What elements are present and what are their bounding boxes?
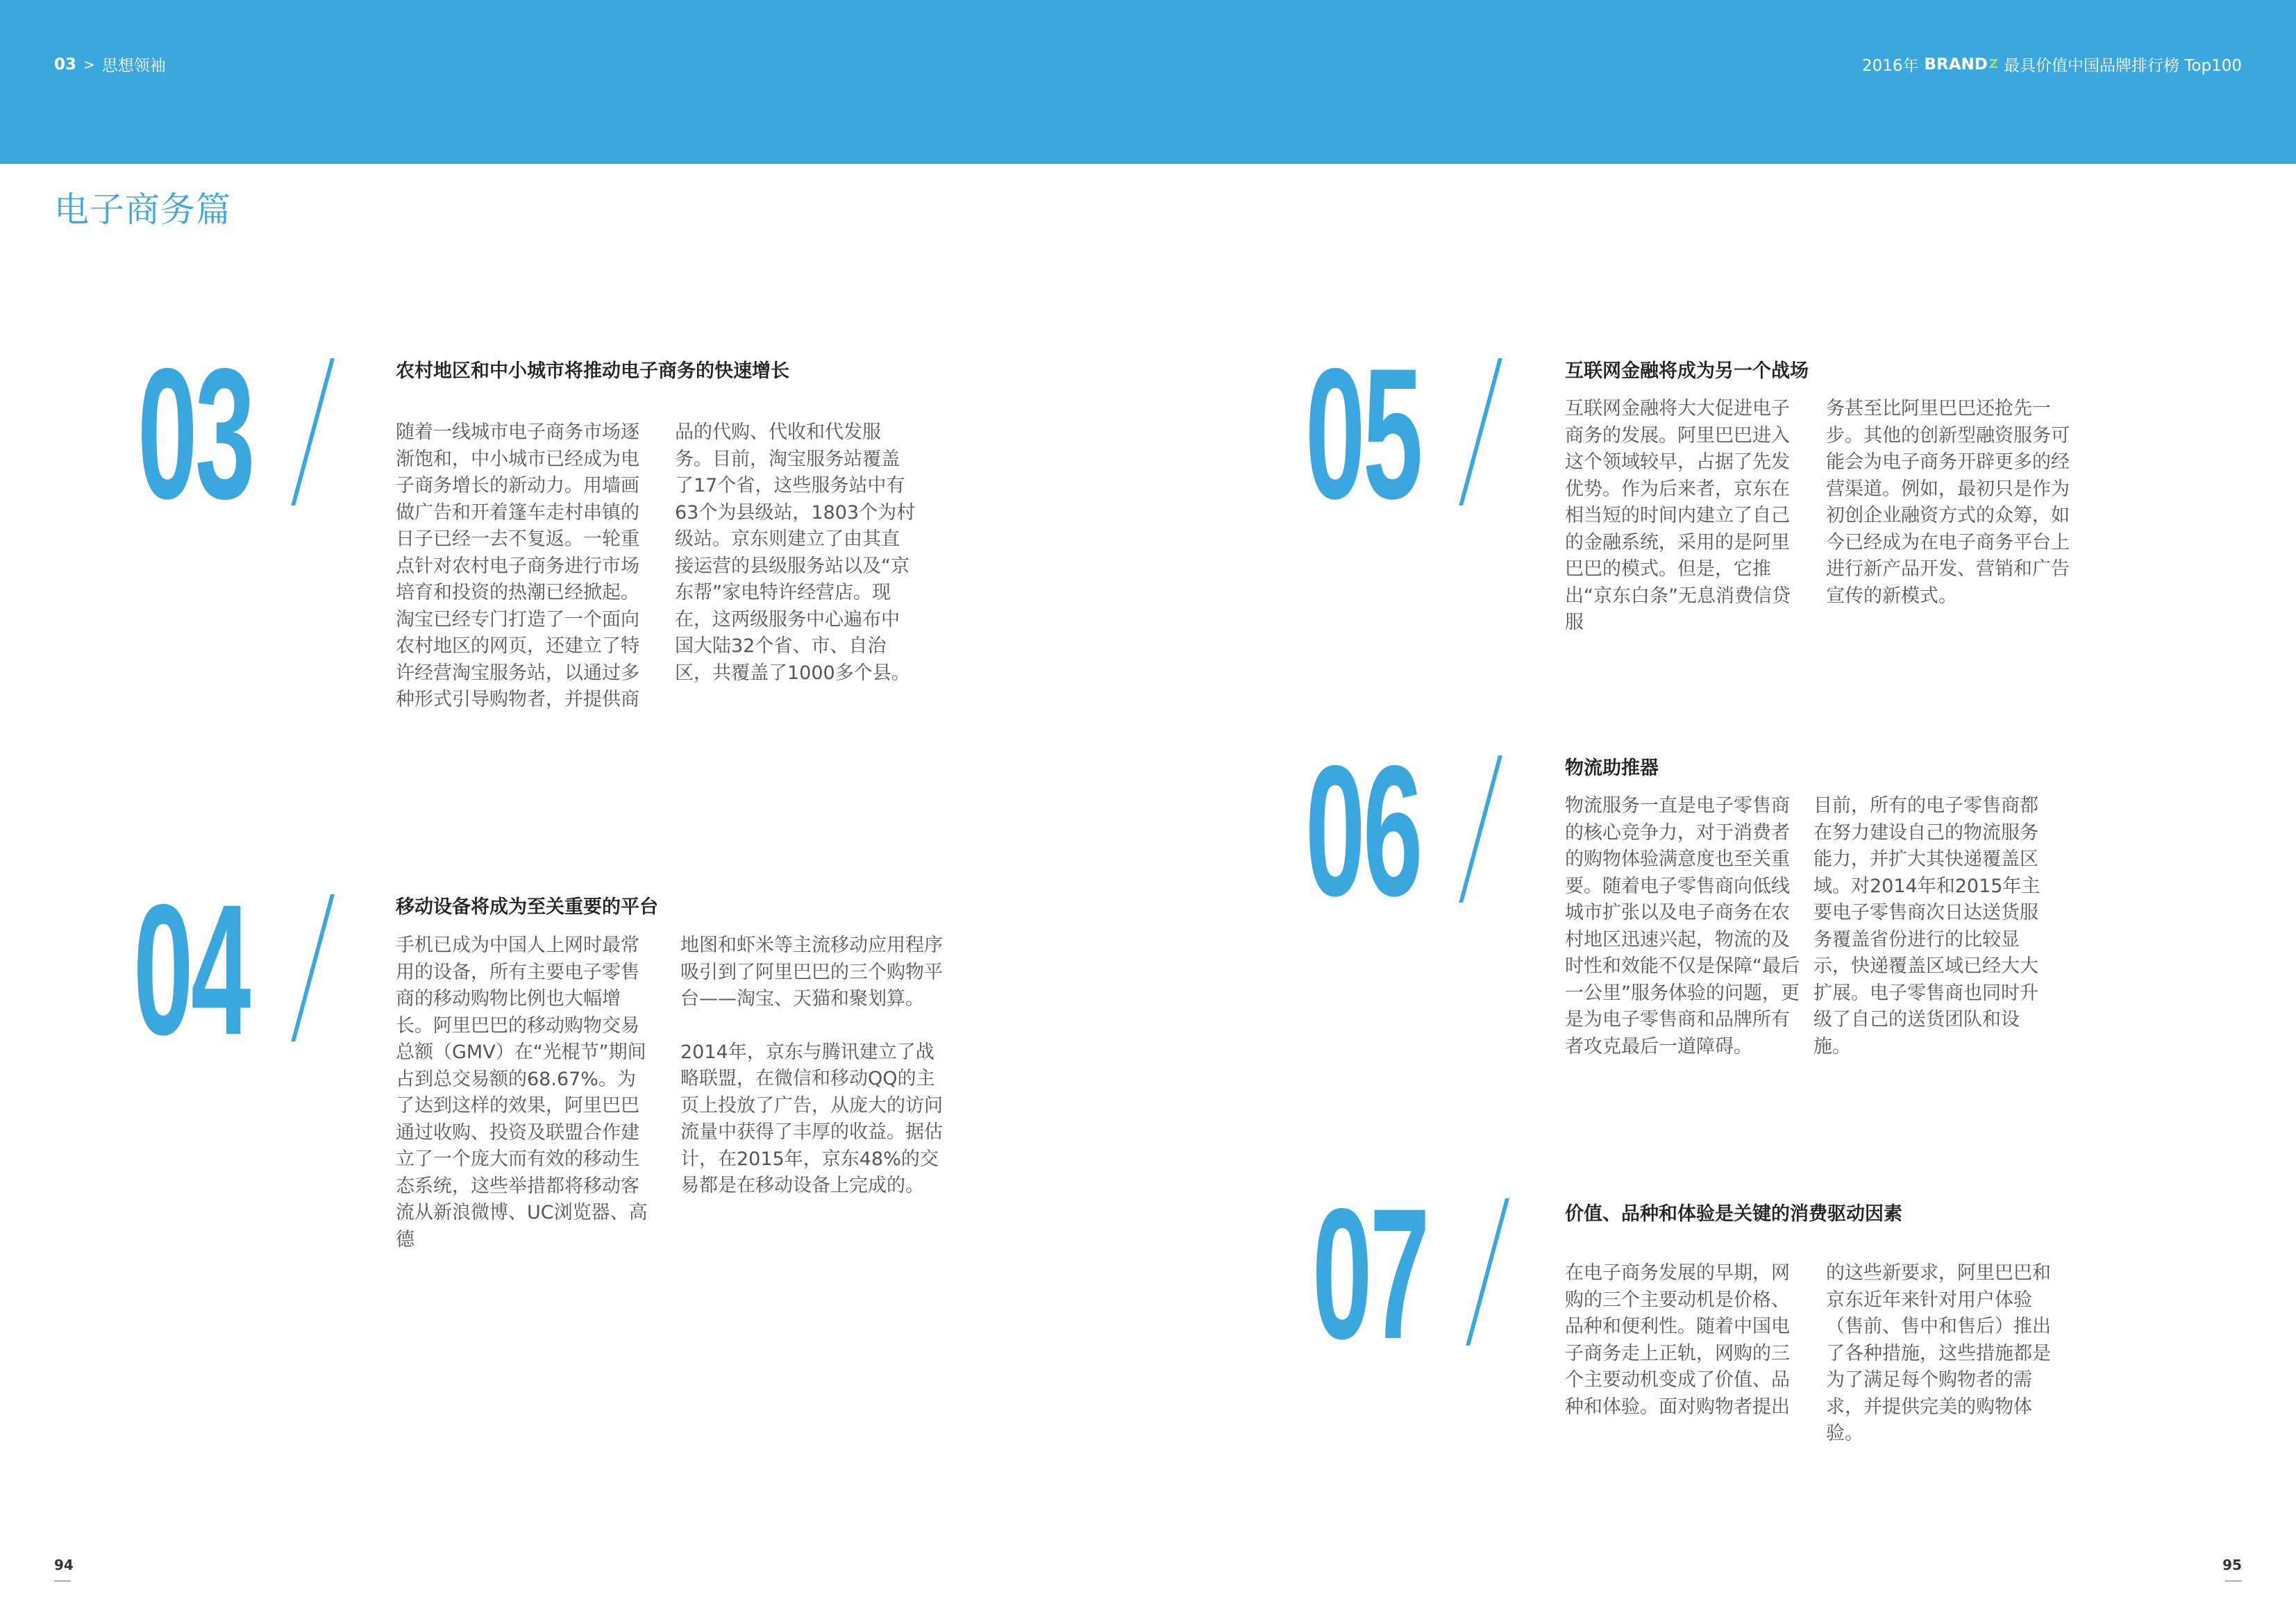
slash-divider xyxy=(291,894,335,1041)
page-number-rule xyxy=(54,1580,71,1582)
section-number: 03 xyxy=(54,55,77,74)
paragraph: 品的代购、代收和代发服务。目前，淘宝服务站覆盖了17个省，这些服务站中有63个为县级站，1803个为村级站。京东则建立了由其直接运营的县级服务站以及“京东帮”家电特许经营店。现在，这两级服务中心遍布中国大陆32个省、市、自治区，共覆盖了1000多个县。 xyxy=(675,421,916,684)
brand-logo-text: BRAND xyxy=(1924,55,1988,74)
item-heading: 物流助推器 xyxy=(1565,757,1659,779)
section-title: 电子商务篇 xyxy=(54,190,231,230)
paragraph: 的这些新要求，阿里巴巴和京东近年来针对用户体验（售前、售中和售后）推出了各种措施，这些措施都是为了满足每个购物者的需求，并提供完美的购物体验。 xyxy=(1826,1262,2051,1444)
item-column-2 xyxy=(1826,1260,2069,1448)
report-suffix: 最具价值中国品牌排行榜 Top100 xyxy=(2003,57,2242,75)
item-heading: 农村地区和中小城市将推动电子商务的快速增长 xyxy=(396,360,789,382)
item-column-2 xyxy=(680,932,948,1200)
page-number-rule xyxy=(2225,1580,2242,1582)
item-column-2 xyxy=(1826,396,2072,610)
paragraph: 地图和虾米等主流移动应用程序吸引到了阿里巴巴的三个购物平台——淘宝、天猫和聚划算。 xyxy=(680,935,943,1010)
breadcrumb[interactable] xyxy=(54,53,166,76)
item-column-1 xyxy=(1565,1260,1804,1421)
item-column-1 xyxy=(1565,793,1801,1060)
breadcrumb-separator: > xyxy=(83,56,95,73)
item-column-1 xyxy=(1565,396,1808,637)
paragraph: 物流服务一直是电子零售商的核心竞争力，对于消费者的购物体验满意度也至关重要。随着电子零售商向低线城市扩张以及电子商务在农村地区迅速兴起，物流的及时性和效能不仅是保障“最后一公里”服务体验的问题，更是为电子零售商和品牌所有者攻克最后一道障碍。 xyxy=(1565,795,1800,1057)
section-name: 思想领袖 xyxy=(101,57,166,75)
item-number: 06 xyxy=(1305,726,1421,935)
item-column-2 xyxy=(675,419,918,687)
item-column-1 xyxy=(396,932,653,1253)
report-prefix: 2016年 xyxy=(1861,57,1919,75)
item-column-2 xyxy=(1813,793,2050,1060)
item-column-1 xyxy=(396,419,653,714)
paragraph: 2014年，京东与腾讯建立了战略联盟，在微信和移动QQ的主页上投放了广告，从庞大的访问流量中获得了丰厚的收益。据估计，在2015年，京东48%的交易都是在移动设备上完成的。 xyxy=(680,1041,943,1196)
slash-divider xyxy=(1466,1198,1509,1346)
slash-divider xyxy=(1459,358,1502,505)
paragraph: 手机已成为中国人上网时最常用的设备，所有主要电子零售商的移动购物比例也大幅增长。阿里巴巴的移动购物交易总额（GMV）在“光棍节”期间占到总交易额的68.67%。为了达到这样的效果，阿里巴巴通过收购、投资及联盟合作建立了一个庞大而有效的移动生态系统，这些举措都将移动客流从新浪微博、UC浏览器、高德 xyxy=(396,935,648,1250)
item-number: 03 xyxy=(137,329,253,537)
slash-divider xyxy=(291,358,335,505)
paragraph: 随着一线城市电子商务市场逐渐饱和，中小城市已经成为电子商务增长的新动力。用墙画做广告和开着篷车走村串镇的日子已经一去不复返。一轮重点针对农村电子商务进行市场培育和投资的热潮已经掀起。淘宝已经专门打造了一个面向农村地区的网页，还建立了特许经营淘宝服务站，以通过多种形式引导购物者，并提供商 xyxy=(396,421,639,710)
item-heading: 互联网金融将成为另一个战场 xyxy=(1565,360,1809,382)
item-heading: 移动设备将成为至关重要的平台 xyxy=(396,896,658,918)
paragraph: 目前，所有的电子零售商都在努力建设自己的物流服务能力，并扩大其快递覆盖区域。对2014年和2015年主要电子零售商次日达送货服务覆盖省份进行的比较显示，快递覆盖区域已经大大扩展。电子零售商也同时升级了自己的送货团队和设施。 xyxy=(1813,795,2041,1057)
page-number-right: 95 xyxy=(2222,1557,2242,1573)
item-number: 04 xyxy=(133,865,249,1073)
paragraph: 互联网金融将大大促进电子商务的发展。阿里巴巴进入这个领域较早，占据了先发优势。作为后来者，京东在相当短的时间内建立了自己的金融系统，采用的是阿里巴巴的模式。但是，它推出“京东白条”无息消费信贷服 xyxy=(1565,398,1791,633)
paragraph: 务甚至比阿里巴巴还抢先一步。其他的创新型融资服务可能会为电子商务开辟更多的经营渠道。例如，最初只是作为初创企业融资方式的众筹，如今已经成为在电子商务平台上进行新产品开发、营销和广告宣传的新模式。 xyxy=(1826,398,2070,607)
page-number-left: 94 xyxy=(54,1557,74,1573)
brand-logo-z: Z xyxy=(1988,57,1998,72)
item-heading: 价值、品种和体验是关键的消费驱动因素 xyxy=(1565,1203,1902,1225)
paragraph: 在电子商务发展的早期，网购的三个主要动机是价格、品种和便利性。随着中国电子商务走上正轨，网购的三个主要动机变成了价值、品种和体验。面对购物者提出 xyxy=(1565,1262,1790,1418)
slash-divider xyxy=(1459,755,1502,903)
report-title xyxy=(1862,53,2242,76)
item-number: 05 xyxy=(1305,329,1421,537)
header-band xyxy=(0,0,2296,164)
item-number: 07 xyxy=(1312,1169,1427,1378)
